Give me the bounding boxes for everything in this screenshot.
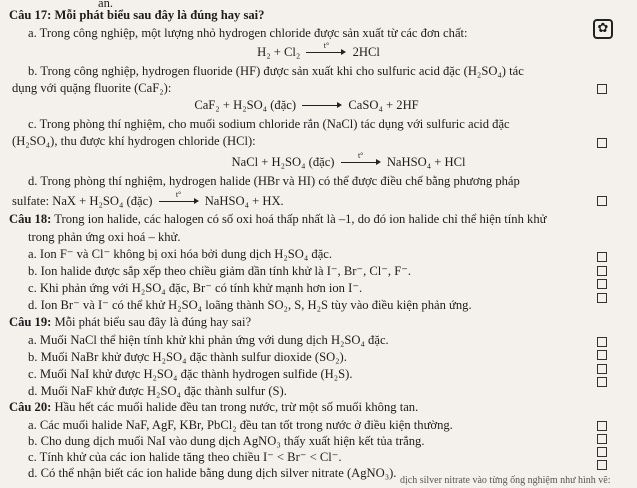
question-number: Câu 17: (9, 8, 52, 22)
question-number: Câu 20: (9, 400, 52, 414)
eq3-left: NaCl + H₂SO₄ (đặc) (231, 155, 335, 169)
answer-checkbox[interactable] (597, 447, 607, 457)
eq4-condition: t° (175, 190, 182, 199)
answer-checkbox[interactable] (597, 293, 607, 303)
q19-statement-b: b. Muối NaBr khử được H₂SO₄ đặc thành sulfur dioxide (SO₂). (28, 350, 347, 364)
q18-title-line2: trong phản ứng oxi hoá – khử. (28, 230, 181, 244)
question-title: Trong ion halide, các halogen có số oxi hoá thấp nhất là –1, do đó ion halide chỉ thể hiện tính khử (51, 212, 547, 226)
q19-statement-c: c. Muối NaI khử được H₂SO₄ đặc thành hydrogen sulfide (H₂S). (28, 367, 353, 381)
eq2-right: CaSO₄ + 2HF (348, 98, 419, 112)
arrow-icon (159, 190, 199, 205)
q17-statement-c-line1: c. Trong phòng thí nghiệm, cho muối sodium chloride rắn (NaCl) tác dụng với sulfuric acid đặc (28, 117, 510, 131)
eq1-right: 2HCl (352, 45, 380, 59)
q17-statement-c-line2: (H₂SO₄), thu được khí hydrogen chloride (HCl): (12, 134, 256, 148)
answer-checkbox[interactable] (597, 421, 607, 431)
question-title: Mỗi phát biểu sau đây là đúng hay sai? (51, 8, 265, 22)
answer-checkbox[interactable] (597, 84, 607, 94)
eq4-right: NaHSO₄ + HX. (204, 194, 284, 208)
question-number: Câu 19: (9, 315, 52, 329)
q20-statement-a: a. Các muối halide NaF, AgF, KBr, PbCl₂ đều tan tốt trong nước ở điều kiện thường. (28, 418, 453, 432)
answer-checkbox[interactable] (597, 364, 607, 374)
answer-checkbox[interactable] (597, 377, 607, 387)
eq4-left: NaX + H₂SO₄ (đặc) (52, 194, 153, 208)
d-prefix: sulfate: (12, 194, 53, 208)
q19-statement-d: d. Muối NaF khử được H₂SO₄ đặc thành sulfur (S). (28, 384, 287, 398)
q20-statement-b: b. Cho dung dịch muối NaI vào dung dịch AgNO₃ thấy xuất hiện kết tủa trắng. (28, 434, 425, 448)
question-17-heading (9, 8, 264, 22)
q18-statement-b: b. Ion halide được sắp xếp theo chiều giảm dần tính khử là I⁻, Br⁻, Cl⁻, F⁻. (28, 264, 412, 278)
answer-checkbox[interactable] (597, 434, 607, 444)
q17-statement-d-line2 (12, 190, 284, 208)
question-title: Mỗi phát biểu sau đây là đúng hay sai? (51, 315, 252, 329)
equation-3 (30, 151, 637, 169)
q20-statement-c: c. Tính khử của các ion halide tăng theo chiều I⁻ < Br⁻ < Cl⁻. (28, 450, 342, 464)
answer-checkbox[interactable] (597, 138, 607, 148)
q17-statement-a: a. Trong công nghiệp, một lượng nhỏ hydrogen chloride được sản xuất từ các đơn chất: (28, 26, 468, 40)
question-20-heading (9, 400, 418, 414)
equation-2 (0, 98, 625, 112)
question-title: Hầu hết các muối halide đều tan trong nước, trừ một số muối không tan. (51, 400, 419, 414)
eq3-right: NaHSO₄ + HCl (386, 155, 466, 169)
q17-statement-d-line1: d. Trong phòng thí nghiệm, hydrogen halide (HBr và HI) có thể được điều chế bằng phương pháp (28, 174, 520, 188)
eq2-left: CaF₂ + H₂SO₄ (đặc) (194, 98, 297, 112)
q20-statement-d: d. Có thể nhận biết các ion halide bằng dung dịch silver nitrate (AgNO₃). (28, 466, 397, 480)
arrow-icon (306, 41, 346, 56)
eq1-condition: t° (323, 41, 330, 50)
q17-statement-b-line1: b. Trong công nghiệp, hydrogen fluoride (HF) được sản xuất khi cho sulfuric acid đặc (H₂SO₄) tác (28, 64, 524, 78)
answer-checkbox[interactable] (597, 252, 607, 262)
q18-statement-d: d. Ion Br⁻ và I⁻ có thể khử H₂SO₄ loãng thành SO₂, S, H₂S tùy vào điều kiện phản ứng. (28, 298, 472, 312)
answer-checkbox[interactable] (597, 460, 607, 470)
arrow-icon (302, 101, 342, 109)
question-number: Câu 18: (9, 212, 52, 226)
top-fragment: an. (98, 0, 114, 10)
answer-checkbox[interactable] (597, 266, 607, 276)
eq1-left: H₂ + Cl₂ (257, 45, 301, 59)
equation-1 (0, 41, 637, 59)
gear-icon: ✿ (593, 19, 613, 39)
arrow-icon (341, 151, 381, 166)
eq3-condition: t° (357, 151, 364, 160)
answer-checkbox[interactable] (597, 279, 607, 289)
question-18-heading (9, 212, 546, 226)
answer-checkbox[interactable] (597, 196, 607, 206)
q18-statement-c: c. Khi phản ứng với H₂SO₄ đặc, Br⁻ có tính khử mạnh hơn ion I⁻. (28, 281, 363, 295)
answer-checkbox[interactable] (597, 350, 607, 360)
question-19-heading (9, 315, 251, 329)
answer-checkbox[interactable] (597, 337, 607, 347)
q19-statement-a: a. Muối NaCl thể hiện tính khử khi phản ứng với dung dịch H₂SO₄ đặc. (28, 333, 389, 347)
q17-statement-b-line2: dụng với quặng fluorite (CaF₂): (12, 81, 172, 95)
cut-off-text: dịch silver nitrate vào từng ống nghiệm như hình vẽ: (400, 475, 611, 486)
q18-statement-a: a. Ion F⁻ và Cl⁻ không bị oxi hóa bởi dung dịch H₂SO₄ đặc. (28, 247, 333, 261)
